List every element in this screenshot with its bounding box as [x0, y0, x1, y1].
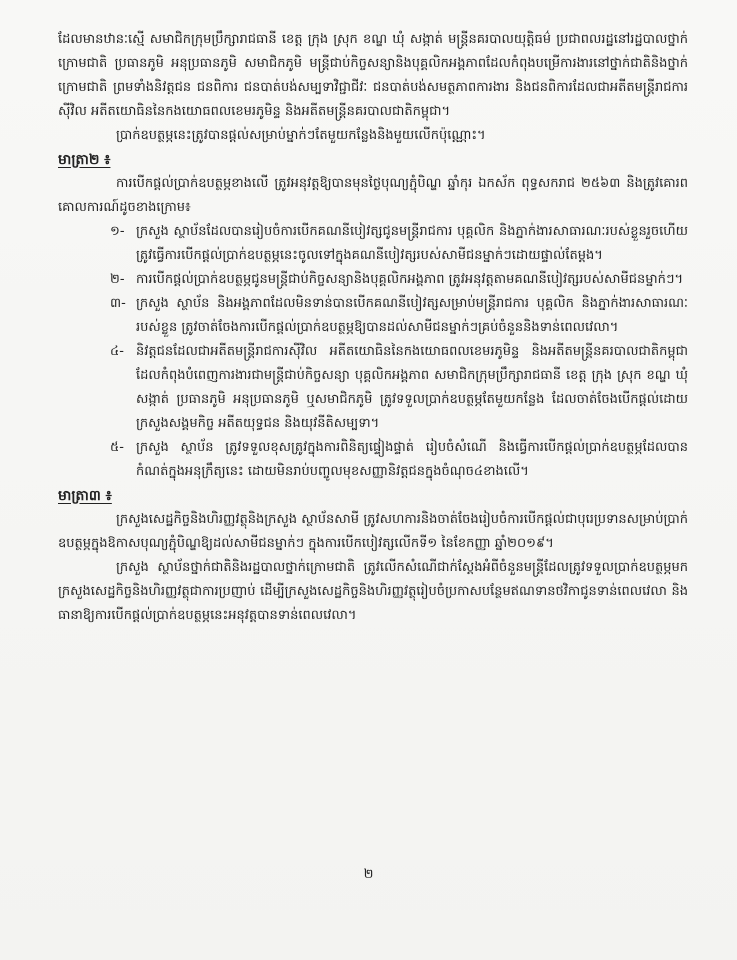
list-item-number: ១- [110, 224, 125, 239]
list-item [58, 268, 688, 292]
list-item-number: ៤- [110, 344, 124, 359]
list-item-number: ២- [110, 272, 125, 287]
article-3-heading: មាត្រា៣ ៖ [58, 488, 112, 504]
article-3-paragraph-2: ក្រសួង ស្ថាប័នថ្នាក់ជាតិនិងរដ្ឋបាលថ្នាក់ក្រោមជាតិ ត្រូវលើកសំណើជាក់ស្តែងអំពីចំនួនមន្ត្រីដែលត្រូវទទួលប្រាក់ឧបត្ថម្ភមកក្រសួងសេដ្ឋកិច្ចនិងហិរញ្ញវត្ថុជាការប្រញាប់ ដើម្បីក្រសួងសេដ្ឋកិច្ចនិងហិរញ្ញវត្ថុរៀបចំប្រកាសបន្ថែមឥណទានថវិកាជូនទាន់ពេលវេលា និង ធានាឱ្យការបើកផ្តល់ប្រាក់ឧបត្ថម្ភនេះអនុវត្តបានទាន់ពេលវេលា។ [58, 560, 688, 623]
article-2-heading: មាត្រា២ ៖ [58, 152, 111, 168]
list-item-text: ការបើកផ្តល់ប្រាក់ឧបត្ថម្ភជូនមន្ត្រីជាប់កិច្ចសន្យានិងបុគ្គលិកអង្គភាព ត្រូវអនុវត្តតាមគណនីបៀវត្សរបស់សាមីជនម្នាក់ៗ។ [136, 272, 684, 287]
list-item [58, 340, 688, 436]
list-item [58, 436, 688, 484]
list-item-text: ក្រសួង ស្ថាប័នដែលបានរៀបចំការបើកគណនីបៀវត្សជូនមន្ត្រីរាជការ បុគ្គលិក និងភ្នាក់ងារសាធារណៈរបស់ខ្លួនរួចហើយ ត្រូវធ្វើការបើកផ្តល់ប្រាក់ឧបត្ថម្ភនេះចូលទៅក្នុងគណនីបៀវត្សរបស់សាមីជនម្នាក់ៗដោយផ្ទាល់តែម្តង។ [136, 224, 688, 263]
page-number: ២ [363, 867, 374, 882]
list-item-text: និវត្តជនដែលជាអតីតមន្ត្រីរាជការស៊ីវិល អតីតយោធិននៃកងយោធពលខេមរភូមិន្ទ និងអតីតមន្ត្រីនគរបាលជាតិកម្ពុជាដែលកំពុងបំពេញការងារជាមន្ត្រីជាប់កិច្ចសន្យា បុគ្គលិកអង្គភាព សមាជិកក្រុមប្រឹក្សារាជធានី ខេត្ត ក្រុង ស្រុក ខណ្ឌ ឃុំ សង្កាត់ ប្រធានភូមិ អនុប្រធានភូមិ ឬសមាជិកភូមិ ត្រូវទទួលប្រាក់ឧបត្ថម្ភតែមួយកន្លែង ដែលចាត់ចែងបើកផ្តល់ដោយក្រសួងសង្គមកិច្ច អតីតយុទ្ធជន និងយុវនីតិសម្បទា។ [136, 344, 688, 431]
article-2-paragraph: ការបើកផ្តល់ប្រាក់ឧបត្ថម្ភខាងលើ ត្រូវអនុវត្តឱ្យបានមុនថ្ងៃបុណ្យភ្ជុំបិណ្ឌ ឆ្នាំកុរ ឯកស័ក ពុទ្ធសករាជ ២៥៦៣ និងត្រូវគោរពគោលការណ៍ដូចខាងក្រោម៖ [58, 176, 688, 215]
intro-paragraph-2: ប្រាក់ឧបត្ថម្ភនេះត្រូវបានផ្តល់សម្រាប់ម្នាក់ៗតែមួយកន្លែងនិងមួយលើកប៉ុណ្ណោះ។ [116, 128, 486, 143]
list-item-text: ក្រសួង ស្ថាប័ន ត្រូវទទួលខុសត្រូវក្នុងការពិនិត្យផ្ទៀងផ្ទាត់ រៀបចំសំណើ និងធ្វើការបើកផ្តល់ប្រាក់ឧបត្ថម្ភដែលបានកំណត់ក្នុងអនុក្រឹត្យនេះ ដោយមិនរាប់បញ្ចូលមុខសញ្ញានិវត្តជនក្នុងចំណុច៤ខាងលើ។ [136, 440, 688, 479]
list-item-number: ៥- [110, 440, 124, 455]
article-2-list [58, 220, 688, 484]
list-item [58, 220, 688, 268]
list-item-text: ក្រសួង ស្ថាប័ន និងអង្គភាពដែលមិនទាន់បានបើកគណនីបៀវត្សសម្រាប់មន្ត្រីរាជការ បុគ្គលិក និងភ្នាក់ងារសាធារណៈរបស់ខ្លួន ត្រូវចាត់ចែងការបើកផ្តល់ប្រាក់ឧបត្ថម្ភឱ្យបានដល់សាមីជនម្នាក់ៗគ្រប់ចំនួននិងទាន់ពេលវេលា។ [136, 296, 688, 335]
article-3-paragraph-1: ក្រសួងសេដ្ឋកិច្ចនិងហិរញ្ញវត្ថុនិងក្រសួង ស្ថាប័នសាមី ត្រូវសហការនិងចាត់ចែងរៀបចំការបើកផ្តល់ជាបុរេប្រទានសម្រាប់ប្រាក់ឧបត្ថម្ភក្នុងឱកាសបុណ្យភ្ជុំបិណ្ឌឱ្យដល់សាមីជនម្នាក់ៗ ក្នុងការបើកបៀវត្សលើកទី១ នៃខែកញ្ញា ឆ្នាំ២០១៩។ [58, 512, 688, 551]
list-item-number: ៣- [110, 296, 126, 311]
list-item [58, 292, 688, 340]
intro-paragraph: ដែលមានឋានៈស្មើ សមាជិកក្រុមប្រឹក្សារាជធានី ខេត្ត ក្រុង ស្រុក ខណ្ឌ ឃុំ សង្កាត់ មន្ត្រីនគរបាលយុត្តិធម៌ ប្រជាពលរដ្ឋនៅរដ្ឋបាលថ្នាក់ក្រោមជាតិ ប្រធានភូមិ អនុប្រធានភូមិ សមាជិកភូមិ មន្ត្រីជាប់កិច្ចសន្យានិងបុគ្គលិកអង្គភាពដែលកំពុងបម្រើការងារនៅថ្នាក់ជាតិនិងថ្នាក់ក្រោមជាតិ ព្រមទាំងនិវត្តជន ជនពិការ ជនបាត់បង់សម្បទាវិជ្ជាជីវៈ ជនបាត់បង់សមត្ថភាពការងារ និងជនពិការដែលជាអតីតមន្ត្រីរាជការស៊ីវិល អតីតយោធិននៃកងយោធពលខេមរភូមិន្ទ និងអតីតមន្ត្រីនគរបាលជាតិកម្ពុជា។ [58, 32, 688, 119]
document-body [58, 28, 688, 628]
